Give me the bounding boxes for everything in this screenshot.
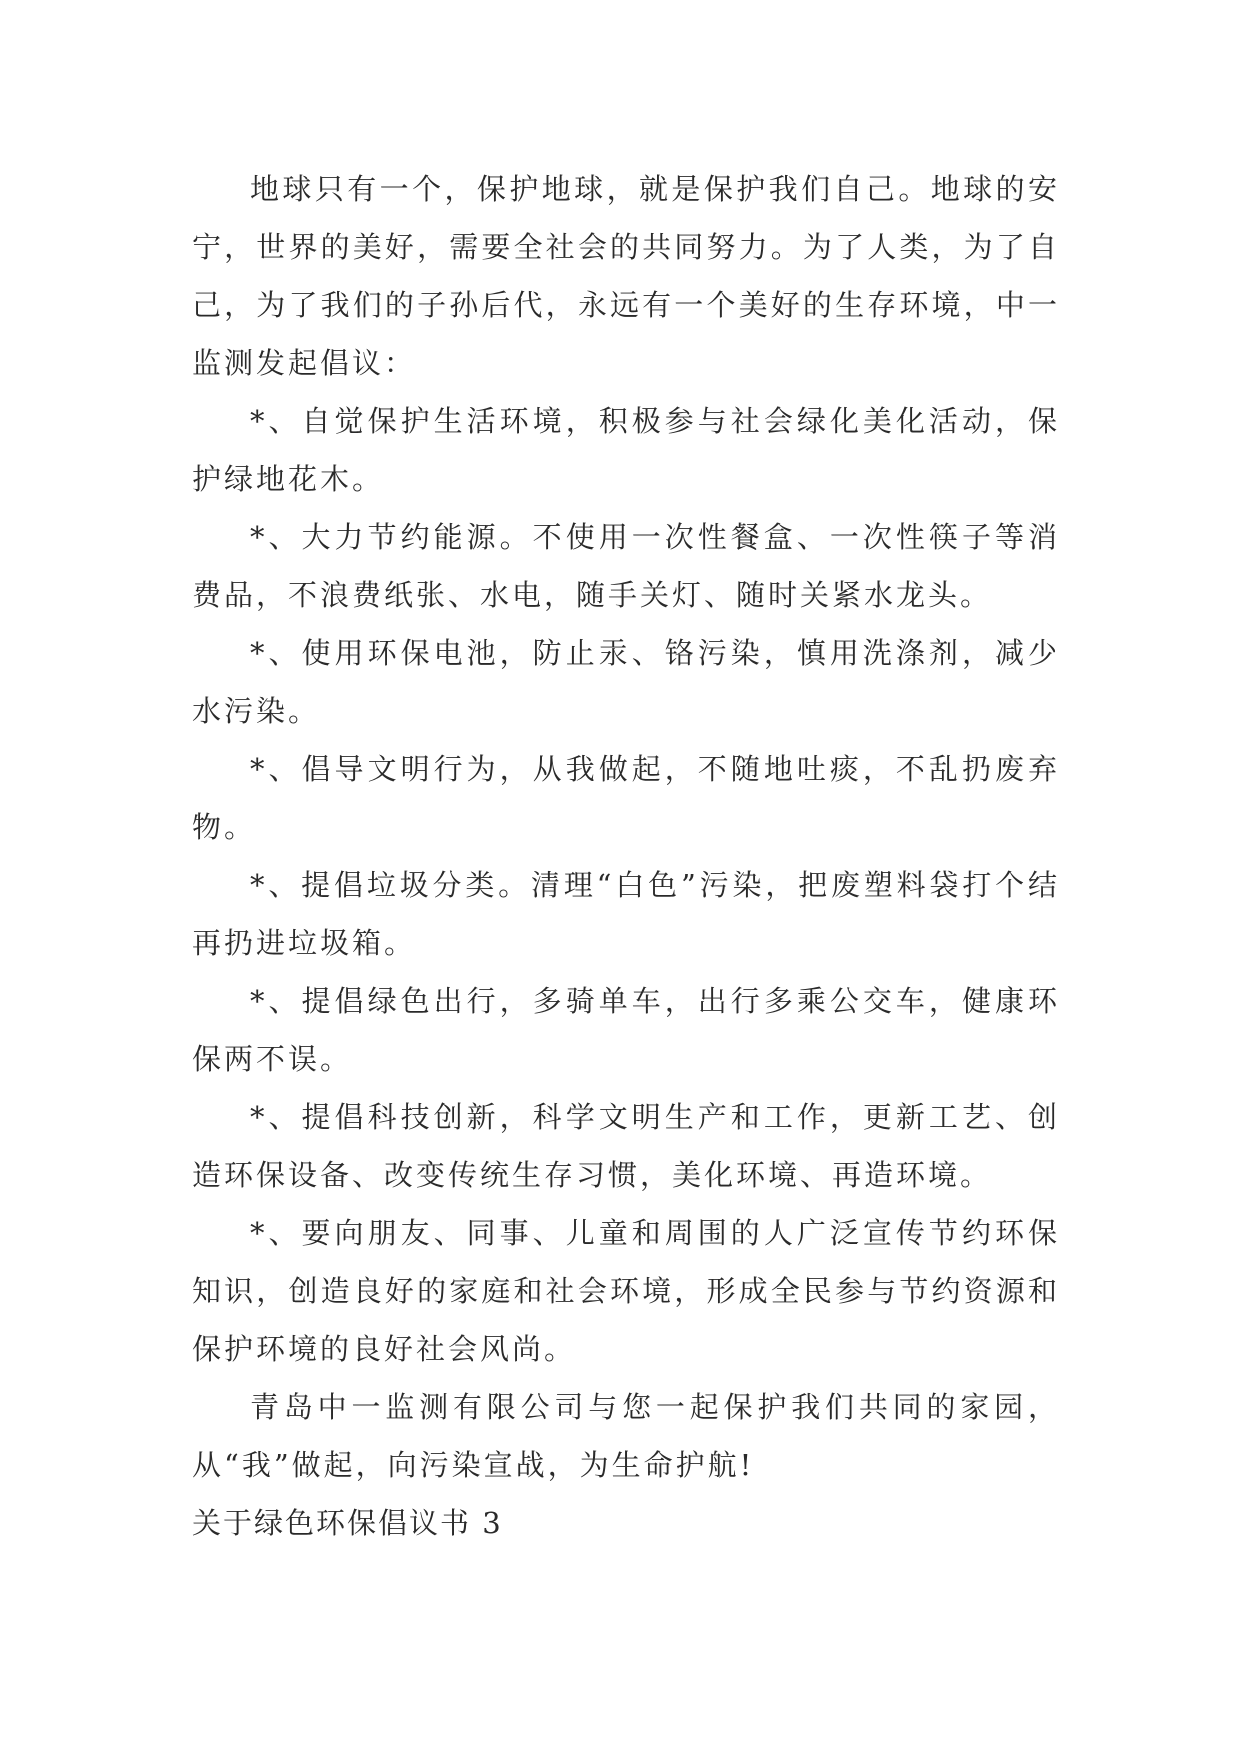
proposal-item: *、要向朋友、同事、儿童和周围的人广泛宣传节约环保知识，创造良好的家庭和社会环境，形成全民参与节约资源和保护环境的良好社会风尚。: [192, 1216, 1060, 1366]
proposal-item: *、提倡垃圾分类。清理“白色”污染，把废塑料袋打个结再扔进垃圾箱。: [192, 868, 1060, 960]
proposal-item: *、提倡绿色出行，多骑单车，出行多乘公交车，健康环保两不误。: [192, 984, 1060, 1076]
closing-paragraph: 青岛中一监测有限公司与您一起保护我们共同的家园，从“我”做起，向污染宣战，为生命护航!: [192, 1390, 1060, 1482]
proposal-item: *、使用环保电池，防止汞、铬污染，慎用洗涤剂，减少水污染。: [192, 636, 1060, 728]
proposal-item: *、提倡科技创新，科学文明生产和工作，更新工艺、创造环保设备、改变传统生存习惯，美化环境、再造环境。: [192, 1100, 1060, 1192]
intro-paragraph: 地球只有一个，保护地球，就是保护我们自己。地球的安宁，世界的美好，需要全社会的共同努力。为了人类，为了自己，为了我们的子孙后代，永远有一个美好的生存环境，中一监测发起倡议：: [192, 172, 1060, 380]
proposal-item: *、自觉保护生活环境，积极参与社会绿化美化活动，保护绿地花木。: [192, 404, 1060, 496]
proposal-item: *、大力节约能源。不使用一次性餐盒、一次性筷子等消费品，不浪费纸张、水电，随手关灯、随时关紧水龙头。: [192, 520, 1060, 612]
document-body: [192, 160, 1060, 1552]
section-heading: 关于绿色环保倡议书 3: [192, 1506, 503, 1540]
proposal-item: *、倡导文明行为，从我做起，不随地吐痰，不乱扔废弃物。: [192, 752, 1060, 844]
